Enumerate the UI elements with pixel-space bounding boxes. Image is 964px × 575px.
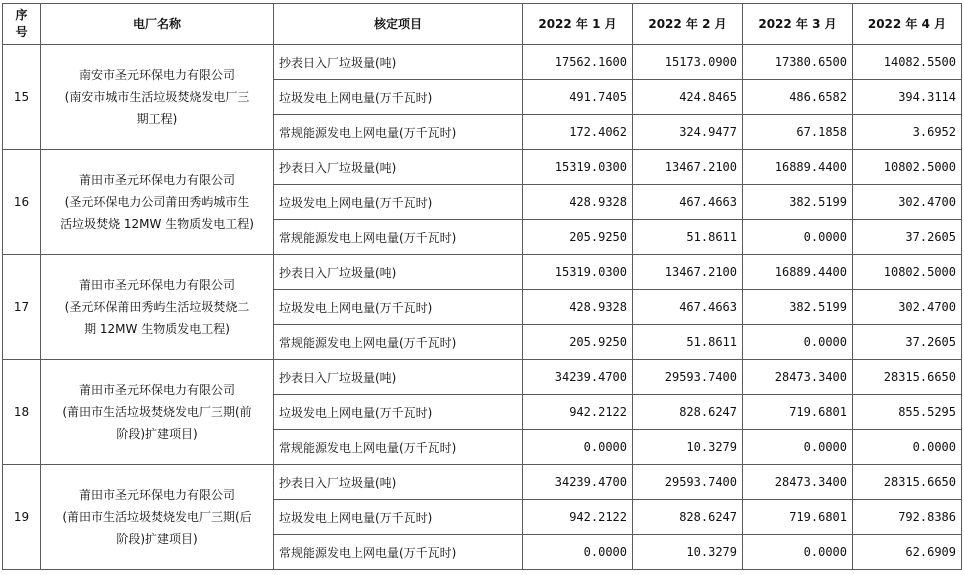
value-cell-month-3: 16889.4400 [743, 150, 853, 185]
value-cell-month-2: 424.8465 [633, 80, 743, 115]
table-body [3, 45, 962, 570]
value-cell-month-2: 13467.2100 [633, 255, 743, 290]
value-cell-month-4: 28315.6650 [853, 360, 962, 395]
item-label: 抄表日入厂垃圾量(吨) [274, 465, 523, 500]
value-cell-month-4: 394.3114 [853, 80, 962, 115]
plant-name [41, 465, 274, 570]
column-header-seq [3, 4, 41, 45]
value-cell-month-3: 28473.3400 [743, 360, 853, 395]
value-cell-month-2: 13467.2100 [633, 150, 743, 185]
value-cell-month-2: 467.4663 [633, 290, 743, 325]
value-cell-month-2: 29593.7400 [633, 360, 743, 395]
value-cell-month-4: 3.6952 [853, 115, 962, 150]
value-cell-month-3: 0.0000 [743, 535, 853, 570]
value-cell-month-4: 792.8386 [853, 500, 962, 535]
value-cell-month-3: 0.0000 [743, 325, 853, 360]
plant-name [41, 360, 274, 465]
value-cell-month-3: 719.6801 [743, 500, 853, 535]
value-cell-month-4: 37.2605 [853, 325, 962, 360]
seq-number: 15 [3, 45, 41, 150]
plant-name-line: 莆田市圣元环保电力有限公司 [78, 488, 235, 502]
value-cell-month-3: 0.0000 [743, 430, 853, 465]
value-cell-month-4: 10802.5000 [853, 255, 962, 290]
seq-number: 19 [3, 465, 41, 570]
value-cell-month-1: 942.2122 [523, 500, 633, 535]
item-label: 抄表日入厂垃圾量(吨) [274, 255, 523, 290]
value-cell-month-1: 205.9250 [523, 220, 633, 255]
item-label: 抄表日入厂垃圾量(吨) [274, 360, 523, 395]
plant-name-line: (圣元环保电力公司莆田秀屿城市生 [64, 195, 250, 209]
value-cell-month-3: 719.6801 [743, 395, 853, 430]
value-cell-month-4: 37.2605 [853, 220, 962, 255]
value-cell-month-1: 428.9328 [523, 290, 633, 325]
value-cell-month-2: 51.8611 [633, 325, 743, 360]
item-label: 抄表日入厂垃圾量(吨) [274, 45, 523, 80]
value-cell-month-3: 67.1858 [743, 115, 853, 150]
value-cell-month-3: 28473.3400 [743, 465, 853, 500]
value-cell-month-3: 486.6582 [743, 80, 853, 115]
plant-name-line: 活垃圾焚烧 12MW 生物质发电工程) [60, 217, 254, 231]
value-cell-month-1: 428.9328 [523, 185, 633, 220]
plant-name-line: (莆田市生活垃圾焚烧发电厂三期(前 [62, 405, 252, 419]
value-cell-month-4: 62.6909 [853, 535, 962, 570]
column-header-month-4: 2022 年 4 月 [853, 4, 962, 45]
value-cell-month-2: 467.4663 [633, 185, 743, 220]
item-label: 垃圾发电上网电量(万千瓦时) [274, 395, 523, 430]
value-cell-month-2: 828.6247 [633, 395, 743, 430]
value-cell-month-1: 17562.1600 [523, 45, 633, 80]
plant-name-line: 莆田市圣元环保电力有限公司 [78, 173, 235, 187]
value-cell-month-1: 491.7405 [523, 80, 633, 115]
value-cell-month-3: 17380.6500 [743, 45, 853, 80]
plant-name [41, 45, 274, 150]
value-cell-month-1: 34239.4700 [523, 360, 633, 395]
value-cell-month-2: 828.6247 [633, 500, 743, 535]
value-cell-month-2: 10.3279 [633, 535, 743, 570]
table-row [3, 360, 962, 395]
table-row [3, 255, 962, 290]
item-label: 常规能源发电上网电量(万千瓦时) [274, 535, 523, 570]
plant-name-line: (南安市城市生活垃圾焚烧发电厂三 [64, 90, 250, 104]
plant-name-line: (圣元环保莆田秀屿生活垃圾焚烧二 [64, 300, 250, 314]
value-cell-month-1: 0.0000 [523, 535, 633, 570]
column-header-month-3: 2022 年 3 月 [743, 4, 853, 45]
seq-number: 16 [3, 150, 41, 255]
value-cell-month-3: 382.5199 [743, 290, 853, 325]
value-cell-month-1: 942.2122 [523, 395, 633, 430]
value-cell-month-1: 205.9250 [523, 325, 633, 360]
plant-name-line: 期 12MW 生物质发电工程) [84, 322, 230, 336]
value-cell-month-1: 0.0000 [523, 430, 633, 465]
value-cell-month-2: 15173.0900 [633, 45, 743, 80]
column-header-plant: 电厂名称 [41, 4, 274, 45]
item-label: 常规能源发电上网电量(万千瓦时) [274, 220, 523, 255]
seq-header-line-1: 序 [15, 8, 28, 22]
header-row [3, 4, 962, 45]
plant-name-line: 莆田市圣元环保电力有限公司 [78, 278, 235, 292]
item-label: 垃圾发电上网电量(万千瓦时) [274, 185, 523, 220]
seq-header-line-2: 号 [15, 25, 28, 39]
column-header-item: 核定项目 [274, 4, 523, 45]
value-cell-month-4: 0.0000 [853, 430, 962, 465]
value-cell-month-1: 15319.0300 [523, 255, 633, 290]
value-cell-month-1: 15319.0300 [523, 150, 633, 185]
plant-name-line: 阶段)扩建项目) [116, 532, 198, 546]
value-cell-month-4: 855.5295 [853, 395, 962, 430]
plant-name [41, 150, 274, 255]
item-label: 常规能源发电上网电量(万千瓦时) [274, 115, 523, 150]
value-cell-month-2: 29593.7400 [633, 465, 743, 500]
column-header-month-1: 2022 年 1 月 [523, 4, 633, 45]
table-row [3, 150, 962, 185]
seq-number: 17 [3, 255, 41, 360]
plant-name-line: 期工程) [136, 112, 178, 126]
table-row [3, 45, 962, 80]
value-cell-month-4: 28315.6650 [853, 465, 962, 500]
plant-name-line: 莆田市圣元环保电力有限公司 [78, 383, 235, 397]
value-cell-month-2: 10.3279 [633, 430, 743, 465]
item-label: 常规能源发电上网电量(万千瓦时) [274, 325, 523, 360]
value-cell-month-2: 324.9477 [633, 115, 743, 150]
value-cell-month-1: 172.4062 [523, 115, 633, 150]
plant-name [41, 255, 274, 360]
value-cell-month-1: 34239.4700 [523, 465, 633, 500]
value-cell-month-2: 51.8611 [633, 220, 743, 255]
value-cell-month-4: 14082.5500 [853, 45, 962, 80]
value-cell-month-4: 302.4700 [853, 185, 962, 220]
value-cell-month-3: 0.0000 [743, 220, 853, 255]
item-label: 垃圾发电上网电量(万千瓦时) [274, 500, 523, 535]
item-label: 垃圾发电上网电量(万千瓦时) [274, 80, 523, 115]
table-row [3, 465, 962, 500]
plant-name-line: 南安市圣元环保电力有限公司 [78, 68, 235, 82]
item-label: 垃圾发电上网电量(万千瓦时) [274, 290, 523, 325]
value-cell-month-4: 302.4700 [853, 290, 962, 325]
column-header-month-2: 2022 年 2 月 [633, 4, 743, 45]
item-label: 抄表日入厂垃圾量(吨) [274, 150, 523, 185]
seq-number: 18 [3, 360, 41, 465]
plant-name-line: (莆田市生活垃圾焚烧发电厂三期(后 [62, 510, 252, 524]
plant-name-line: 阶段)扩建项目) [116, 427, 198, 441]
value-cell-month-3: 16889.4400 [743, 255, 853, 290]
verification-table [2, 3, 962, 570]
value-cell-month-4: 10802.5000 [853, 150, 962, 185]
item-label: 常规能源发电上网电量(万千瓦时) [274, 430, 523, 465]
value-cell-month-3: 382.5199 [743, 185, 853, 220]
